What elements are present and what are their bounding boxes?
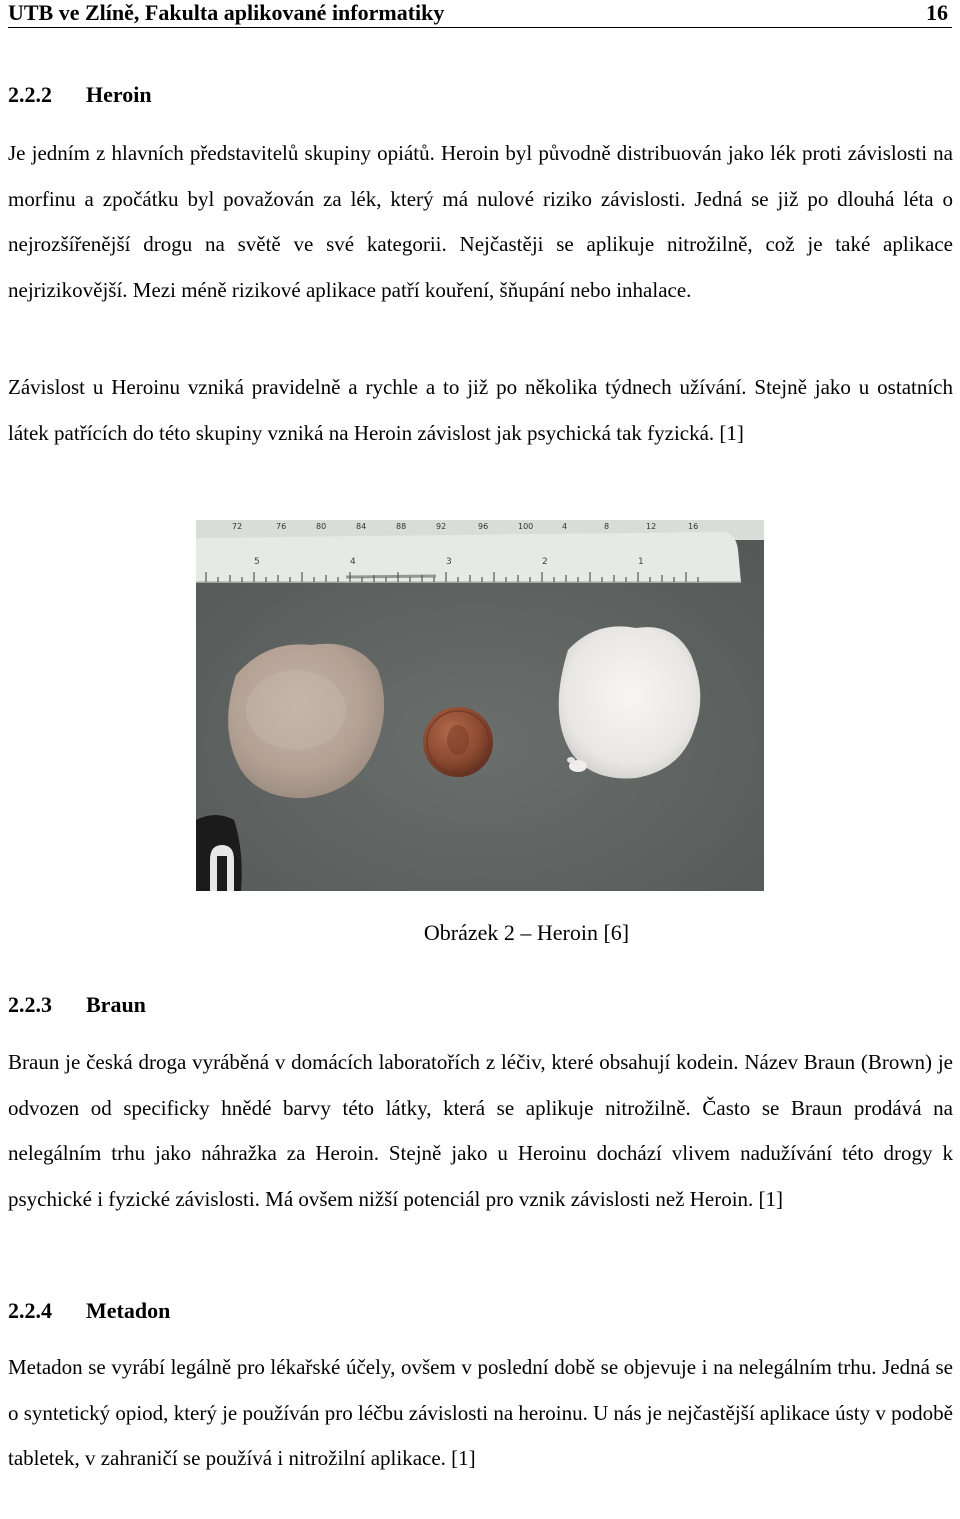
ruler-mark-label: 4 xyxy=(350,557,356,567)
white-powder-crumb xyxy=(567,757,575,763)
section-title: Heroin xyxy=(86,82,152,107)
ruler-mark-label: 1 xyxy=(638,557,644,567)
ruler-mark-label: 2 xyxy=(542,557,548,567)
ruler-tick-label: 4 xyxy=(562,522,568,531)
ruler-smudge xyxy=(346,576,436,577)
section-number: 2.2.3 xyxy=(8,992,52,1017)
brown-powder-pile-highlight xyxy=(246,670,346,750)
page-number: 16 xyxy=(926,0,948,25)
section-heading-braun xyxy=(8,992,146,1018)
ruler-tick-label: 100 xyxy=(518,522,534,531)
header-title: UTB ve Zlíně, Fakulta aplikované informatiky xyxy=(8,0,445,25)
ruler-tick-label: 84 xyxy=(356,522,367,531)
page-header xyxy=(8,0,952,28)
evidence-sticker-mark-hole xyxy=(217,856,227,891)
section-title: Metadon xyxy=(86,1298,171,1323)
ruler-tick-label: 16 xyxy=(688,522,699,531)
ruler-tick-label: 80 xyxy=(316,522,327,531)
ruler-tick-label: 72 xyxy=(232,522,243,531)
coin-portrait xyxy=(447,725,469,755)
section-heading-heroin xyxy=(8,82,152,108)
ruler-tick-label: 88 xyxy=(396,522,407,531)
ruler-tick-label: 96 xyxy=(478,522,489,531)
ruler-tick-label: 8 xyxy=(604,522,610,531)
ruler xyxy=(196,532,741,582)
paragraph-heroin-2: Závislost u Heroinu vzniká pravidelně a rychle a to již po několika týdnech užívání. Stejně jako u ostatních látek patřících do této skupiny vzniká na Heroin závislost jak psychická tak fyzická. [1] xyxy=(8,375,953,445)
ruler-mark-label: 5 xyxy=(254,557,260,567)
section-number: 2.2.2 xyxy=(8,82,52,107)
section-heading-metadon xyxy=(8,1298,170,1324)
figure-caption: Obrázek 2 – Heroin [6] xyxy=(423,920,630,945)
ruler-mark-label: 3 xyxy=(446,557,452,567)
paragraph-braun: Braun je česká droga vyráběná v domácích laboratořích z léčiv, které obsahují kodein. Název Braun (Brown) je odvozen od specificky hnědé barvy této látky, která se aplikuje nitrožilně. Často se Braun prodává na nelegálním trhu jako náhražka za Heroin. Stejně jako u Heroinu dochází vlivem nadužívání této drogy k psychické i fyzické závislosti. Má ovšem nižší potenciál pro vznik závislosti než Heroin. [1] xyxy=(8,1050,953,1211)
paragraph-heroin-1: Je jedním z hlavních představitelů skupiny opiátů. Heroin byl původně distribuován jako lék proti závislosti na morfinu a zpočátku byl považován za lék, který má nulové riziko závislosti. Jedná se již po dlouhá léta o nejrozšířenější drogu na světě ve své kategorii. Nejčastěji se aplikuje nitrožilně, což je také aplikace nejrizikovější. Mezi méně rizikové aplikace patří kouření, šňupání nebo inhalace. xyxy=(8,141,953,302)
white-powder-pile xyxy=(559,626,701,778)
ruler-tick-label: 76 xyxy=(276,522,287,531)
ruler-tick-label: 92 xyxy=(436,522,447,531)
section-number: 2.2.4 xyxy=(8,1298,52,1323)
paragraph-metadon: Metadon se vyrábí legálně pro lékařské účely, ovšem v poslední době se objevuje i na nelegálním trhu. Jedná se o syntetický opiod, který je používán pro léčbu závislosti na heroinu. U nás je nejčastější aplikace ústy v podobě tabletek, v zahraničí se používá i nitrožilní aplikace. [1] xyxy=(8,1355,953,1470)
ruler-tick-label: 12 xyxy=(646,522,657,531)
heroin-photo xyxy=(196,520,764,891)
section-title: Braun xyxy=(86,992,146,1017)
